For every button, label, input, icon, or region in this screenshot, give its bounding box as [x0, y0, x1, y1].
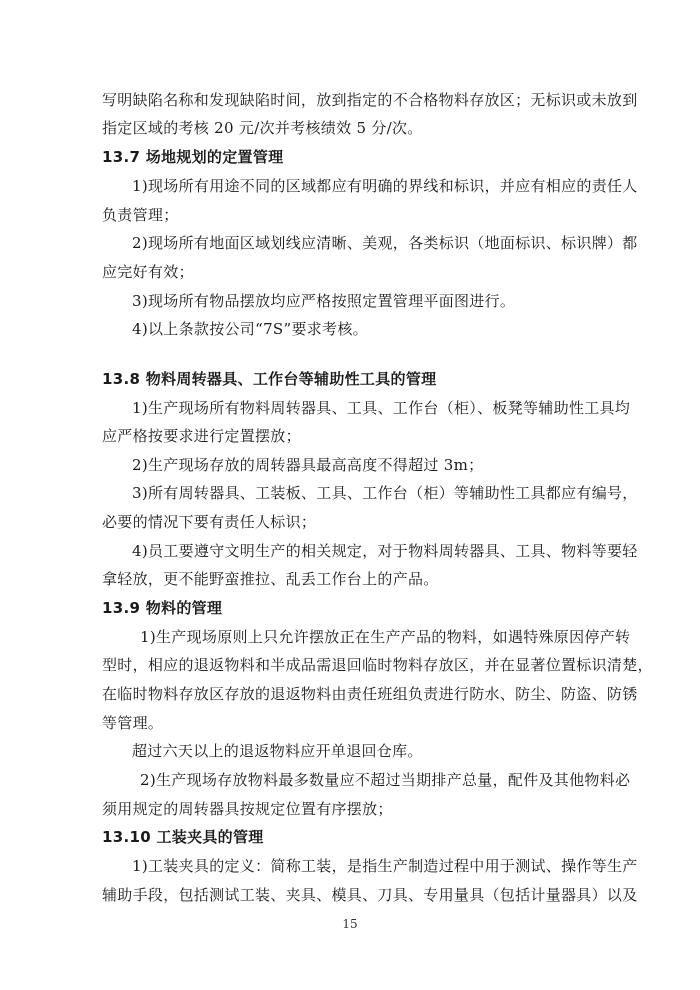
paragraph-line: 负责管理；: [102, 206, 179, 224]
section-heading-13-7: 13.7 场地规划的定置管理: [102, 148, 284, 166]
paragraph-line: 4)以上条款按公司“7S”要求考核。: [132, 320, 368, 338]
paragraph-line: 1)工装夹具的定义：简称工装，是指生产制造过程中用于测试、操作等生产: [132, 857, 638, 875]
paragraph-line: 2)生产现场存放物料最多数量应不超过当期排产总量，配件及其他物料必: [140, 771, 631, 789]
paragraph-line: 拿轻放，更不能野蛮推拉、乱丢工作台上的产品。: [102, 570, 439, 588]
paragraph-line: 2)生产现场存放的周转器具最高高度不得超过 3m；: [132, 456, 484, 474]
paragraph-line: 3)所有周转器具、工装板、工具、工作台（柜）等辅助性工具都应有编号，: [132, 484, 638, 502]
paragraph-line: 1)现场所有用途不同的区域都应有明确的界线和标识，并应有相应的责任人: [132, 177, 638, 195]
paragraph-line: 指定区域的考核 20 元/次并考核绩效 5 分/次。: [102, 119, 423, 137]
paragraph-line: 型时，相应的退返物料和半成品需退回临时物料存放区，并在显著位置标识清楚，: [102, 656, 653, 674]
section-heading-13-8: 13.8 物料周转器具、工作台等辅助性工具的管理: [102, 370, 437, 388]
paragraph-line: 应严格按要求进行定置摆放；: [102, 427, 301, 445]
paragraph-line: 辅助手段，包括测试工装、夹具、模具、刀具、专用量具（包括计量器具）以及: [102, 886, 638, 904]
paragraph-line: 应完好有效；: [102, 263, 194, 281]
paragraph-line: 2)现场所有地面区域划线应清晰、美观，各类标识（地面标识、标识牌）都: [132, 234, 638, 252]
paragraph-line: 须用规定的周转器具按规定位置有序摆放；: [102, 800, 393, 818]
paragraph-line: 必要的情况下要有责任人标识；: [102, 513, 317, 531]
section-heading-13-10: 13.10 工装夹具的管理: [102, 828, 264, 846]
paragraph-line: 4)员工要遵守文明生产的相关规定，对于物料周转器具、工具、物料等要轻: [132, 542, 638, 560]
paragraph-line: 1)生产现场原则上只允许摆放正在生产产品的物料，如遇特殊原因停产转: [140, 628, 631, 646]
page-number: 15: [342, 917, 358, 931]
paragraph-line: 等管理。: [102, 714, 164, 732]
paragraph-line: 写明缺陷名称和发现缺陷时间，放到指定的不合格物料存放区；无标识或未放到: [102, 91, 638, 109]
paragraph-line: 超过六天以上的退返物料应开单退回仓库。: [132, 742, 423, 760]
paragraph-line: 1)生产现场所有物料周转器具、工具、工作台（柜）、板凳等辅助性工具均: [132, 399, 631, 417]
section-heading-13-9: 13.9 物料的管理: [102, 599, 223, 617]
paragraph-line: 3)现场所有物品摆放均应严格按照定置管理平面图进行。: [132, 292, 516, 310]
paragraph-line: 在临时物料存放区存放的退返物料由责任班组负责进行防水、防尘、防盗、防锈: [102, 685, 638, 703]
